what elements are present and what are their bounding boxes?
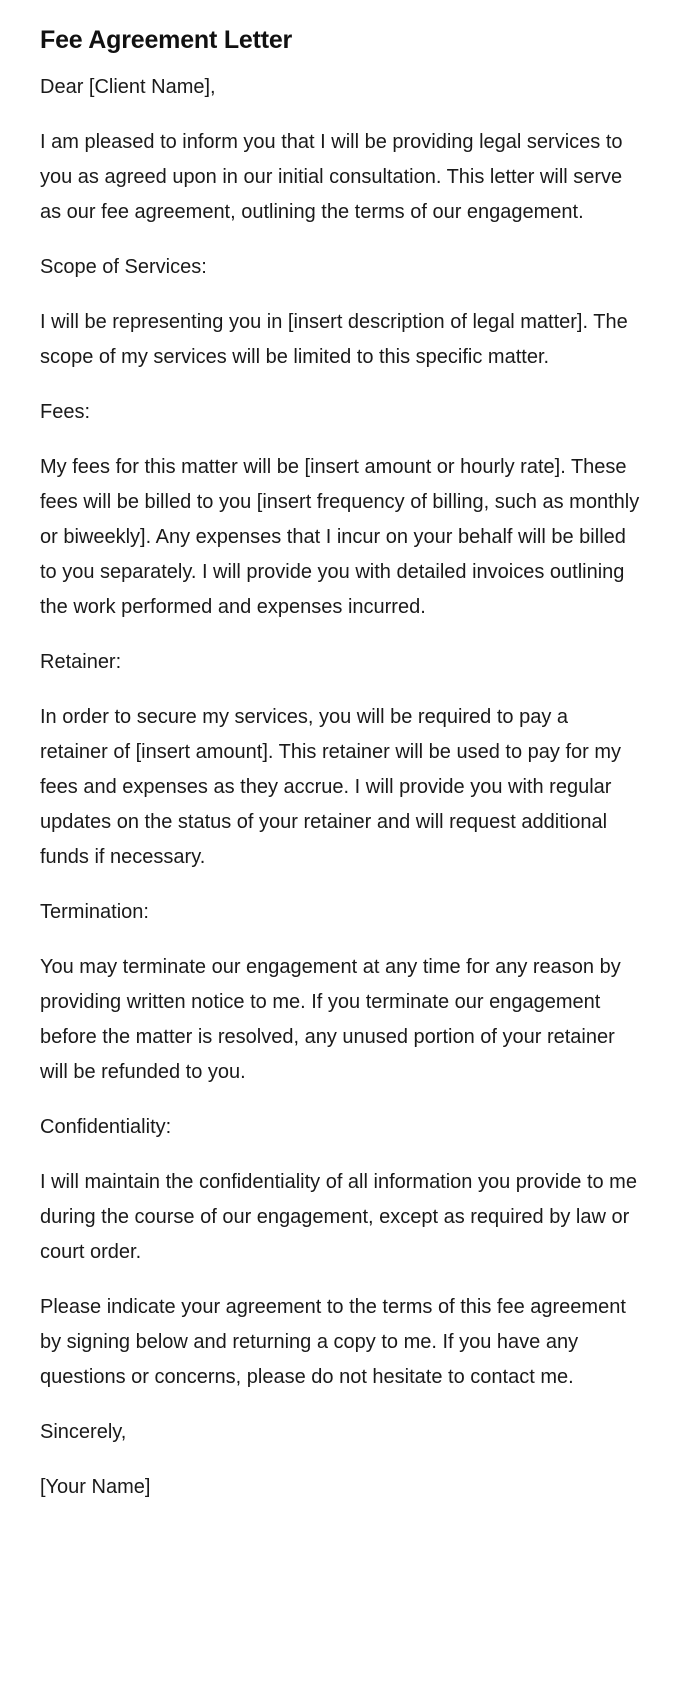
intro-paragraph: I am pleased to inform you that I will be providing legal services to you as agreed upon in our initial consultation. This letter will serve as our fee agreement, outlining the terms of our engagement. xyxy=(40,131,623,223)
retainer-paragraph: In order to secure my services, you will be required to pay a retainer of [insert amount]. This retainer will be used to pay for my fees and expenses as they accrue. I will provide you with regular updates on the status of your retainer and will request additional funds if necessary. xyxy=(40,706,622,868)
scope-heading: Scope of Services: xyxy=(40,256,207,278)
signature-name: [Your Name] xyxy=(40,1476,151,1498)
signoff: Sincerely, xyxy=(40,1421,127,1443)
scope-paragraph: I will be representing you in [insert description of legal matter]. The scope of my services will be limited to this specific matter. xyxy=(40,311,628,368)
document-title: Fee Agreement Letter xyxy=(40,26,293,54)
termination-paragraph: You may terminate our engagement at any time for any reason by providing written notice to me. If you terminate our engagement before the matter is resolved, any unused portion of your retainer will be refunded to you. xyxy=(40,956,621,1083)
confidentiality-paragraph: I will maintain the confidentiality of all information you provide to me during the course of our engagement, except as required by law or court order. xyxy=(40,1171,637,1263)
closing-paragraph: Please indicate your agreement to the terms of this fee agreement by signing below and returning a copy to me. If you have any questions or concerns, please do not hesitate to contact me. xyxy=(40,1296,626,1388)
termination-heading: Termination: xyxy=(40,901,149,923)
salutation: Dear [Client Name], xyxy=(40,76,216,98)
fees-heading: Fees: xyxy=(40,401,91,423)
retainer-heading: Retainer: xyxy=(40,651,122,673)
confidentiality-heading: Confidentiality: xyxy=(40,1116,172,1138)
fees-paragraph: My fees for this matter will be [insert amount or hourly rate]. These fees will be billed to you [insert frequency of billing, such as monthly or biweekly]. Any expenses that I incur on your behalf will be billed to you separately. I will provide you with detailed invoices outlining the work performed and expenses incurred. xyxy=(40,456,640,618)
